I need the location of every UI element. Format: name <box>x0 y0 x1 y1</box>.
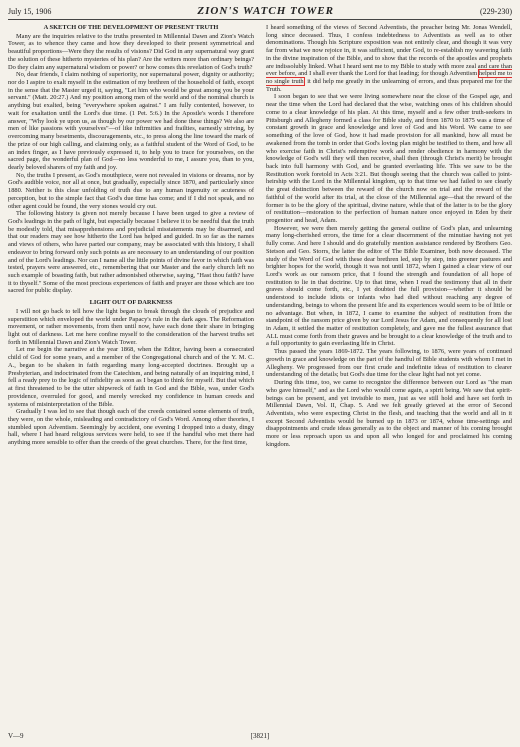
header-date: July 15, 1906 <box>8 6 52 16</box>
paragraph: I will not go back to tell how the light began to break through the clouds of prejudice and superstition which enveloped the world under Papacy's rule in the dark ages. The Reformation movement, or rather movements, from then until now, have each done their share in bringing light out of darkness. Let me here confine myself to the consideration of the harvest truths set forth in Millennial Dawn and Zion's Watch Tower. <box>8 307 254 346</box>
paragraph: Many are the inquiries relative to the truths presented in Millennial Dawn and Zion's Watch Tower, as to whence they came and how they developed to their present symmetrical and beautiful proportions—Were they the results of visions? Did God in any supernatural way grant the solution of these hitherto mysteries of his plan? Are the writers more than ordinary beings? Do they claim any supernatural wisdom or power? or how comes this revelation of God's truth? <box>8 32 254 71</box>
right-column <box>266 24 512 724</box>
left-column <box>8 24 254 724</box>
journal-title: ZION'S WATCH TOWER <box>197 5 334 17</box>
paragraph: The following history is given not merely because I have been urged to give a review of God's leadings in the path of light, but especially because I believe it to be needful that the truth be modestly told, that misapprehensions and prejudicial misstatements may be disarmed, and that our readers may see how hitherto the Lord has helped and guided. In so far as the names and views of others, who have parted our company, may be associated with this history, I shall endeavor to bring forward only such points as are necessary to an understanding of our position and of the Lord's leadings. Nor can I name all the little points of divine favor in which faith was tested, prayers were answered, etc., remembering that our Master and the early church left no such example of boasting faith, but rather admonished otherwise, saying, "Hast thou faith? have it to thyself." Some of the most precious experiences of faith and prayer are those which are too sacred for public display. <box>8 210 254 295</box>
paragraph: Gradually I was led to see that though each of the creeds contained some elements of truth, they were, on the whole, misleading and contradictory of God's Word. Among other theories, I stumbled upon Adventism. Seemingly by accident, one evening I dropped into a dusty, dingy hall, where I had heard religious services were held, to see if the handful who met there had anything more sensible to offer than the creeds of the great churches. There, for the first time, <box>8 408 254 447</box>
text-run: I heard something of the views of Second Adventists, the preacher being Mr. Jonas Wendell, long since deceased. Thus, I confess indebtedness to Adventists as well as to other denominations. Though his Scripture exposition was not entirely clear, and though it was very far from what we now rejoice in, it was sufficient, under God, to re-establish my wavering faith in the divine inspiration of the Bible, and to show that the records of the apostles and prophets are indissolubly linked. What I heard sent me to my Bible to study with more zeal and care than ever before, and I shall ever thank the Lord for that leading; for though Adventism <box>266 24 512 78</box>
header-rule <box>8 19 512 20</box>
section-heading: LIGHT OUT OF DARKNESS <box>89 299 173 307</box>
highlighted-phrase: helped me to no single truth <box>266 70 512 86</box>
article-heading: A SKETCH OF THE DEVELOPMENT OF PRESENT TRUTH <box>43 24 219 31</box>
paragraph: During this time, too, we came to recognize the difference between our Lord as "the man who gave himself," and as the Lord who would come again, a spirit being. We saw that spirit-beings can be present, and yet invisible to men, just as we still hold and have set forth in Millennial Dawn, Vol. II, Chap. 5. And we felt greatly grieved at the error of Second Adventists, who were expecting Christ in the flesh, and teaching that the world and all in it except Second Adventists would be burned up in 1873 or 1874, whose time-settings and disappointments and crude ideas generally as to the object and manner of his coming brought more or less reproach upon us and upon all who longed for and proclaimed his coming kingdom. <box>266 379 512 448</box>
paragraph: Let me begin the narrative at the year 1868, when the Editor, having been a consecrated child of God for some years, and a member of the Congregational church and of the Y. M. C. A., began to be shaken in faith regarding many long-accepted doctrines. Brought up a Presbyterian, and indoctrinated from the Catechism, and being naturally of an inquiring mind, I fell a ready prey to the logic of infidelity as soon as I began to think for myself. But that which at first threatened to be the utter shipwreck of faith in God and the Bible, was, under God's providence, overruled for good, and merely wrecked my confidence in human creeds and systems of misinterpretation of the Bible. <box>8 346 254 408</box>
paragraph: Thus passed the years 1869-1872. The years following, to 1876, were years of continued growth in grace and knowledge on the part of the handful of Bible students with whom I met in Allegheny. We progressed from our first crude and indefinite ideas of restitution to clearer understanding of the details; but God's due time for the clear light had not yet come. <box>266 348 512 379</box>
paragraph <box>266 24 512 93</box>
page-number: [3821] <box>250 732 270 740</box>
page-header <box>8 4 512 18</box>
paragraph: I soon began to see that we were living somewhere near the close of the Gospel age, and near the time when the Lord had declared that the wise, watching ones of his children should come to a clear knowledge of his plan. At this time, myself and a few other truth-seekers in Pittsburgh and Allegheny formed a class for Bible study, and from 1870 to 1875 was a time of constant growth in grace and knowledge and love of God and his Word. We came to see something of the love of God, how it had made provision for all mankind, how all must be awakened from the tomb in order that God's loving plan might be testified to them, and how all who exercise faith in Christ's redemptive work and render obedience in harmony with the knowledge of God's will they will then receive, shall then (through Christ's merit) be brought back into full harmony with God, and be granted everlasting life. This we saw to be the Restitution work foretold in Acts 3:21. But though seeing that the church was called to joint-heirship with the Lord in the Millennial kingdom, up to that time we had failed to see clearly the great distinction between the reward of the church now on trial and the reward of the faithful of the world after its trial, at the close of the Millennial age—that the reward of the former is to be the glory of the spiritual, divine nature, while that of the latter is to be the glory of restitution—restoration to the perfection of human nature once enjoyed in Eden by their progenitor and head, Adam. <box>266 93 512 224</box>
header-page-range: (229-230) <box>480 6 512 16</box>
page-footer <box>8 730 512 742</box>
paragraph: No, dear friends, I claim nothing of superiority, nor supernatural power, dignity or authority; nor do I aspire to exalt myself in the estimation of my brethren of the household of faith, except in the sense that the Master urged it, saying, "Let him who would be great among you be your servant." (Matt. 20:27.) And my position among men of the world and of the nominal church is anything but exalted, being "everywhere spoken against." I am fully contented, however, to wait for exaltation until the Lord's due time. (1 Pet. 5:6.) In the Apostle's words I therefore answer, "Why look ye upon us, as though by our power we had done these things? We also are men of like passions with yourselves"—of like infirmities and frailties, earnestly striving, by overcoming many besetments, discouragements, etc., to press along the line toward the mark of the prize of our high calling, and claiming only, as a faithful student of the Word of God, to be an index finger, as I have previously expressed it, to help you to trace for yourselves, on the sacred page, the wonderful plan of God—no less wonderful to me, I assure you, than to you, dearly beloved sharers of my faith and joy. <box>8 71 254 171</box>
signature-mark: V—9 <box>8 732 24 740</box>
text-run: , it did help me greatly in the unlearning of errors, and thus prepared me for the Truth. <box>266 78 512 93</box>
paragraph: However, we were then merely getting the general outline of God's plan, and unlearning many long-cherished errors, the time for a clear discernment of the minutiae having not yet fully come. And here I should and do gratefully mention assistance rendered by Brothers Geo. Stetson and Geo. Storrs, the latter the editor of The Bible Examiner, both now deceased. The study of the Word of God with these dear brethren led, step by step, into greener pastures and brighter hopes for the world, though it was not until 1872, when I gained a clear view of our Lord's work as our ransom price, that I found the strength and foundation of all hope of restitution to lie in that doctrine. Up to that time, when I read the testimony that all in their graves should come forth, etc., I yet doubted the full provision—whether it should be understood to include idiots or infants who had died without reaching any degree of understanding, beings to whom the present life and its experiences would seem to be of little or no advantage. But when, in 1872, I came to examine the subject of restitution from the standpoint of the ransom price given by our Lord Jesus for Adam, and consequently for all lost in Adam, it settled the matter of restitution completely, and gave me the fullest assurance that ALL must come forth from their graves and be brought to a clear knowledge of the truth and to a full opportunity to gain everlasting life in Christ. <box>266 224 512 348</box>
paragraph: No, the truths I present, as God's mouthpiece, were not revealed in visions or dreams, nor by God's audible voice, nor all at once, but gradually, especially since 1870, and particularly since 1880. Neither is this clear unfolding of truth due to any human ingenuity or acuteness of perception, but to the simple fact that God's due time has come; and if I did not speak, and no other agent could be found, the very stones would cry out. <box>8 171 254 210</box>
